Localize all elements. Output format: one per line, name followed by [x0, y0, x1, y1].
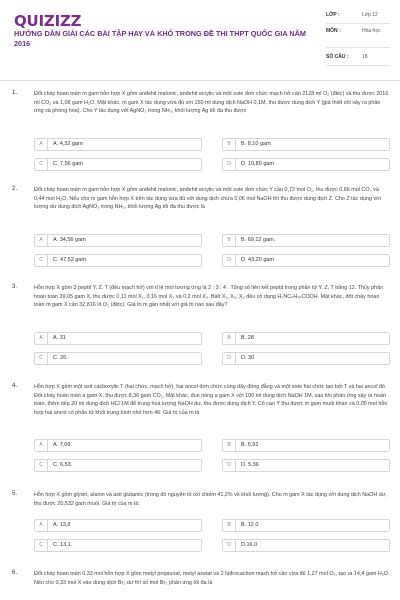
- question-4: [12, 383, 392, 483]
- header-divider: [0, 80, 400, 81]
- option-letter: D: [223, 255, 236, 266]
- question-text: Hỗn hợp X gồm 3 peptit Y, Z, T (đều mạch hở) với tỉ lệ mol tương ứng là 2 : 3 : 4 . Tổng số liên kết peptit trong phân tử Y, Z, T bằng 12. Thủy phân hoàn toàn 39,05 gam X, thu được 0,11 mol X₁, 0,16 mol X₂ và 0,2 mol X₃. Biết X₁, X₂, X₃ đều có dạng H₂NCₙH₂ₙCOOH. Mặt khác, đốt cháy hoàn toàn m gam X cần 32,816 lít O₂ (đktc). Giá trị m gần nhất với giá trị nào sau đây?: [34, 285, 384, 308]
- option-text: C. 6,53.: [53, 462, 73, 468]
- question-2: [12, 186, 392, 276]
- option-letter: A: [35, 440, 48, 451]
- quizizz-logo: QUIZIZZ: [14, 12, 82, 30]
- option-letter: C: [35, 255, 48, 266]
- option-a[interactable]: [34, 439, 202, 452]
- option-c[interactable]: [34, 459, 202, 472]
- option-b[interactable]: [222, 332, 390, 345]
- meta-row-count: [326, 54, 390, 66]
- question-3: [12, 284, 392, 374]
- question-number: 3.: [12, 284, 18, 290]
- question-number: 1.: [12, 90, 18, 96]
- option-letter: D: [223, 353, 236, 364]
- option-text: B. 12,0: [241, 522, 259, 528]
- option-letter: B: [223, 440, 236, 451]
- option-d[interactable]: [222, 352, 390, 365]
- option-text: D. 5,36: [241, 462, 259, 468]
- option-text: A. 34,56 gam: [53, 237, 86, 243]
- option-b[interactable]: [222, 234, 390, 247]
- option-text: B. 28: [241, 335, 254, 341]
- option-d[interactable]: [222, 459, 390, 472]
- option-letter: B: [223, 235, 236, 246]
- meta-value: Lớp 12: [362, 12, 378, 18]
- option-text: C. 26.: [53, 355, 68, 361]
- option-text: C. 47,52 gam.: [53, 257, 88, 263]
- question-text: Đốt cháy hoàn toàn m gam hỗn hợp X gồm anđehit malonic, anđehit acrylic và một este đơn chức Y cần 0,72 mol O₂, thu được 0,66 mol CO₂ và 0,44 mol H₂O. Nếu cho m gam hỗn hợp X trên tác dụng vừa đủ với dung dịch chứa 0,06 mol NaOH thì thu được dung dịch Z. Cho Z tác dụng với lượng dư dung dịch AgNO₃ trong NH₃, khối lượng Ag tối đa thu được là: [34, 187, 381, 210]
- document-title: HƯỚNG DẪN GIẢI CÁC BÀI TẬP HAY VÀ KHÓ TRONG ĐỀ THI THPT QUỐC GIA NĂM 2016: [14, 29, 307, 48]
- question-number: 2.: [12, 186, 18, 192]
- option-text: D. 43,20 gam: [241, 257, 275, 263]
- option-letter: C: [35, 353, 48, 364]
- option-letter: A: [35, 333, 48, 344]
- option-c[interactable]: [34, 158, 202, 171]
- option-text: A. 13,8: [53, 522, 71, 528]
- meta-label: SỐ CÂU :: [326, 54, 349, 60]
- question-text: Đốt cháy hoàn toàn 0,33 mol hỗn hợp X gồm metyl propionat, metyl axetat và 2 hiđrocacbon mạch hở cần vừa đủ 1,27 mol O₂, tạo ra 14,4 gam H₂O. Nếu cho 0,33 mol X vào dung dịch Br₂ dư thì số mol Br₂ phản ứng tối đa là: [34, 571, 390, 586]
- option-b[interactable]: [222, 138, 390, 151]
- option-c[interactable]: [34, 254, 202, 267]
- option-c[interactable]: [34, 352, 202, 365]
- option-d[interactable]: [222, 539, 390, 552]
- meta-label: LỚP :: [326, 12, 340, 18]
- question-number: 6.: [12, 570, 18, 576]
- meta-row-class: [326, 12, 390, 24]
- option-b[interactable]: [222, 439, 390, 452]
- option-letter: A: [35, 520, 48, 531]
- meta-value: Hóa học: [362, 28, 381, 34]
- question-text: Hỗn hợp X gồm một axit cacboxylic T (hai chức, mạch hở), hai ancol đơn chức cùng dãy đồng đẳng và một este hai chức tạo bởi T và hai ancol đó. Đốt cháy hoàn toàn a gam X, thu được 8,36 gam CO₂. Mặt khác, đun nóng a gam X với 100 ml dung dịch NaOH 1M, sau khi phản ứng xảy ra hoàn toàn, thêm tiếp 20 ml dung dịch HCl 1M để trung hoà lượng NaOH dư, thu được dung dịch Y. Cô cạn Y thu được m gam muối khan và 0,05 mol hỗn hợp hai ancol có phân tử khối trung bình nhỏ hơn 46. Giá trị của m là: [34, 384, 388, 416]
- option-text: B. 8,10 gam: [241, 141, 271, 147]
- option-letter: C: [35, 540, 48, 551]
- option-letter: B: [223, 333, 236, 344]
- option-letter: C: [35, 460, 48, 471]
- option-b[interactable]: [222, 519, 390, 532]
- option-a[interactable]: [34, 234, 202, 247]
- option-letter: B: [223, 139, 236, 150]
- question-text: Đốt cháy hoàn toàn m gam hỗn hợp X gồm anđehit malonic, anđehit acrylic và một este đơn chức mạch hở cần 2128 ml O₂ (đktc) và thu được 2016 ml CO₂ và 1,08 gam H₂O. Mặt khác, m gam X tác dụng vừa đủ với 150 ml dung dịch NaOH 0,1M, thu được dung dịch Y (giả thiết chỉ xảy ra phản ứng xà phòng hóa). Cho Y tác dụng với AgNO₃ trong NH₃, khối lượng Ag tối đa thu được: [34, 91, 389, 114]
- option-text: A. 7,09: [53, 442, 71, 448]
- option-text: A. 31: [53, 335, 66, 341]
- question-number: 4.: [12, 383, 18, 389]
- question-1: [12, 90, 392, 180]
- option-text: D.16,0: [241, 542, 258, 548]
- question-5: [12, 491, 392, 563]
- option-c[interactable]: [34, 539, 202, 552]
- meta-value: 18: [362, 54, 368, 60]
- meta-row-subject: [326, 28, 390, 48]
- option-letter: C: [35, 159, 48, 170]
- option-text: B. 5,92: [241, 442, 259, 448]
- option-a[interactable]: [34, 519, 202, 532]
- option-letter: A: [35, 235, 48, 246]
- question-6: [12, 570, 392, 600]
- option-text: C. 7,56 gam: [53, 161, 83, 167]
- option-a[interactable]: [34, 332, 202, 345]
- option-letter: B: [223, 520, 236, 531]
- option-text: B. 69,12 gam.: [241, 237, 276, 243]
- option-text: D. 30: [241, 355, 255, 361]
- question-number: 5.: [12, 491, 18, 497]
- option-letter: D: [223, 540, 236, 551]
- option-letter: A: [35, 139, 48, 150]
- option-letter: D: [223, 159, 236, 170]
- option-d[interactable]: [222, 158, 390, 171]
- option-text: A. 4,32 gam: [53, 141, 83, 147]
- option-a[interactable]: [34, 138, 202, 151]
- option-d[interactable]: [222, 254, 390, 267]
- option-text: C. 13,1.: [53, 542, 73, 548]
- header: [0, 0, 400, 76]
- option-letter: D: [223, 460, 236, 471]
- question-text: Hỗn hợp X gồm glyxin, alanin và axit glutamic (trong đó nguyên tố oxi chiếm 41,2% về khối lượng). Cho m gam X tác dụng với dung dịch NaOH dư, thu được 20,532 gam muối. Giá trị của m là:: [34, 492, 387, 507]
- meta-label: MÔN :: [326, 28, 341, 34]
- option-text: D. 10,80 gam: [241, 161, 275, 167]
